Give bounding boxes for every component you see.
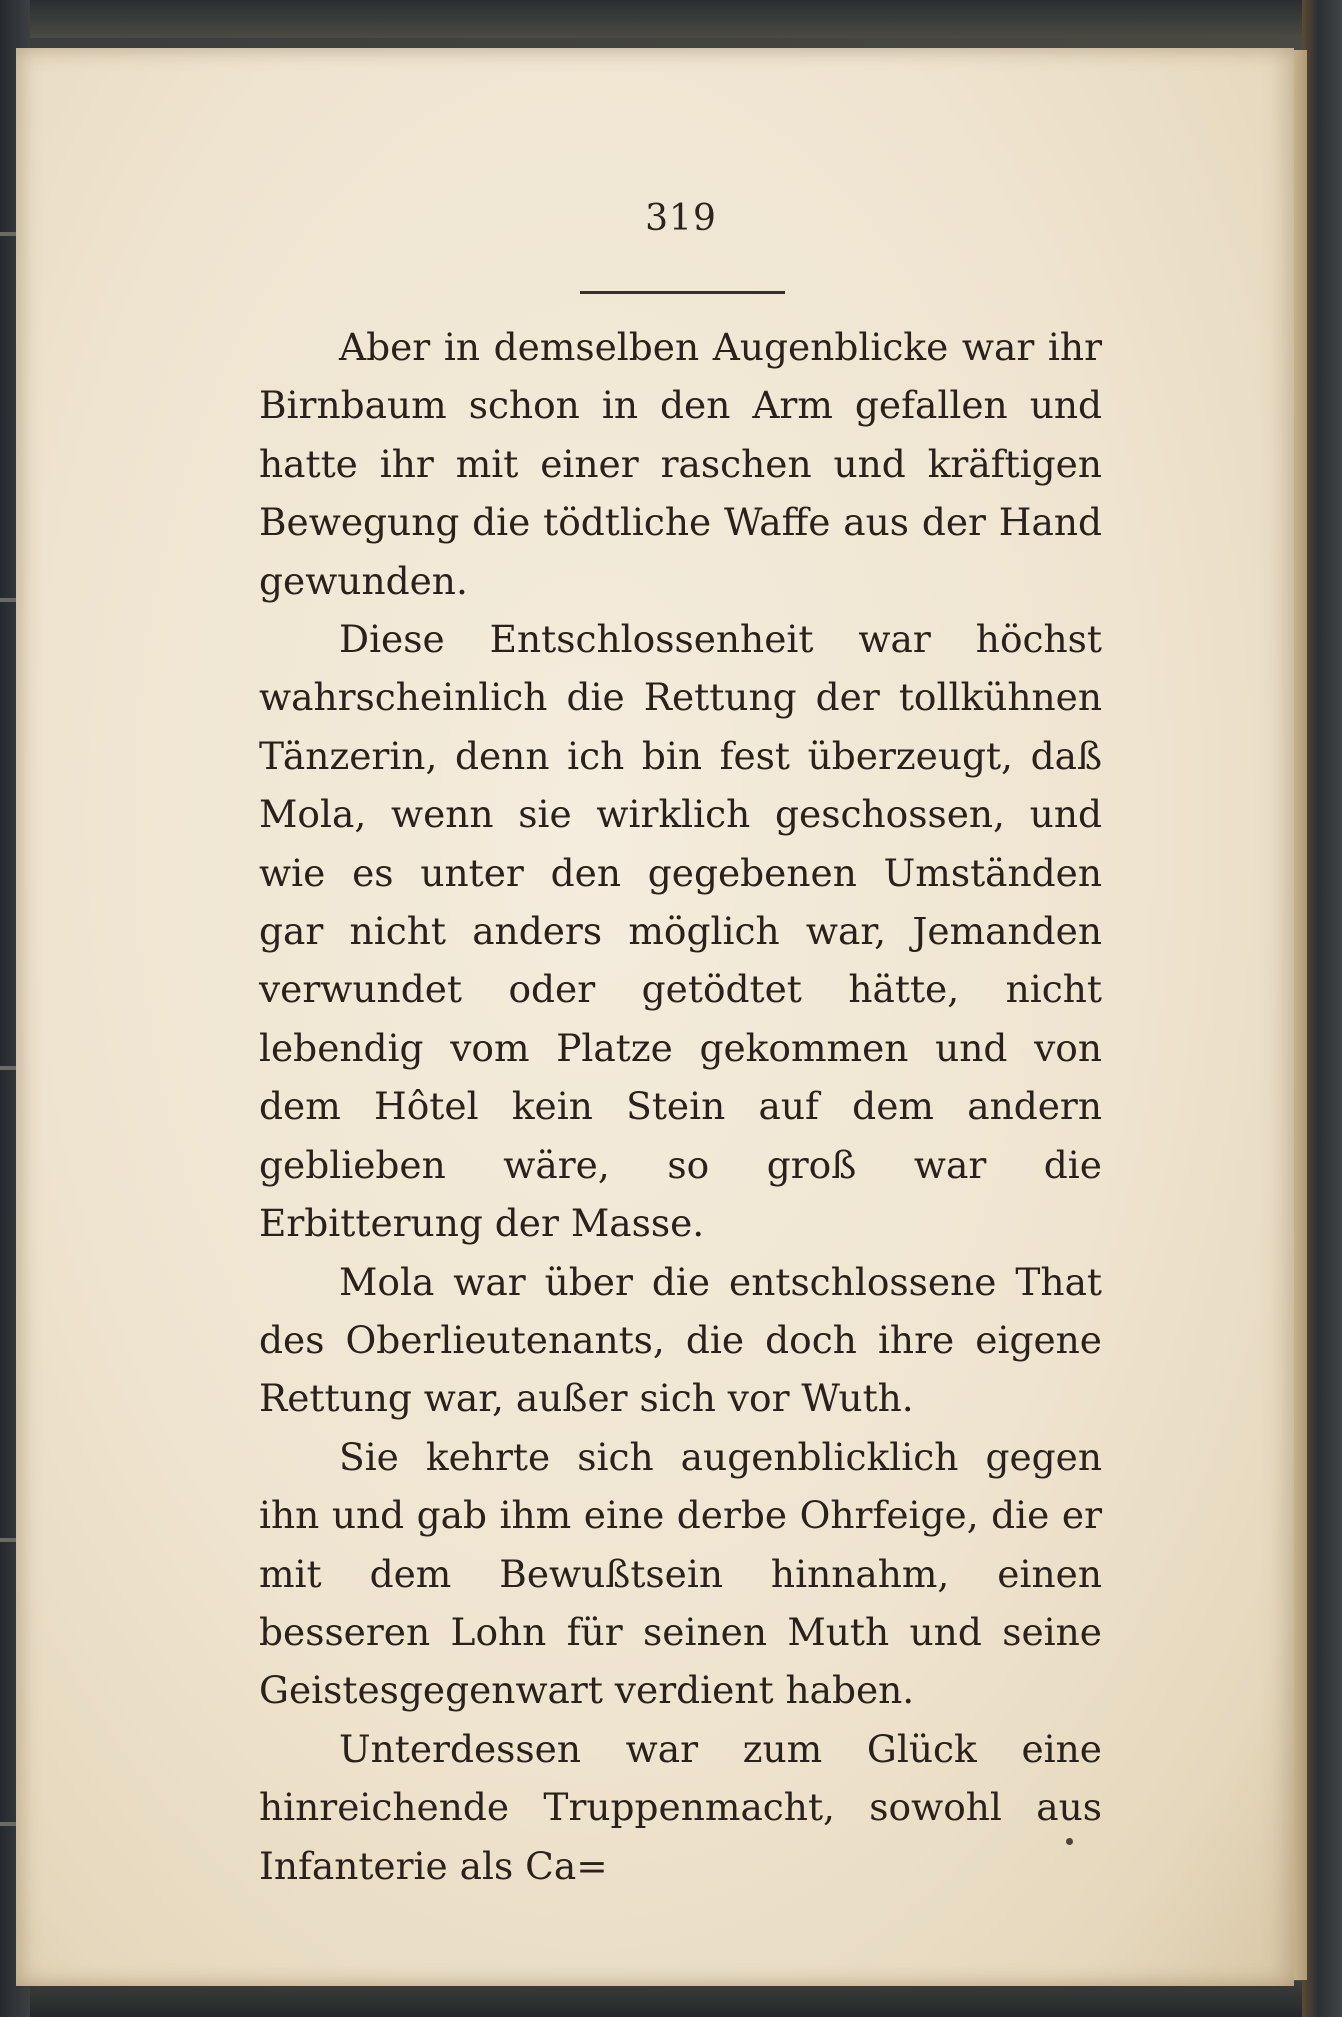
book-page — [16, 48, 1294, 1986]
cover-top-edge — [0, 0, 1342, 38]
page-body-text — [259, 318, 1102, 1895]
cover-right-edge — [1302, 0, 1342, 2017]
paragraph: Mola war über die entschlossene That des Oberlieutenants, die doch ihre eigene Rettung war, außer sich vor Wuth. — [259, 1259, 1102, 1421]
paper-speck — [1066, 1838, 1073, 1845]
header-rule — [580, 291, 785, 294]
paragraph: Diese Entschlossenheit war höchst wahrscheinlich die Rettung der tollkühnen Tänzerin, denn ich bin fest überzeugt, daß Mola, wenn sie wirklich geschossen, und wie es unter den gegebenen Umständen gar nicht anders möglich war, Jemanden verwundet oder getödtet hätte, nicht lebendig vom Platze gekommen und von dem Hôtel kein Stein auf dem andern geblieben wäre, so groß war die Erbitterung der Masse. — [259, 617, 1102, 1246]
page-number: 319 — [645, 198, 717, 239]
cover-bottom-edge — [0, 1981, 1342, 2017]
paragraph: Unterdessen war zum Glück eine hinreichende Truppenmacht, sowohl aus Infanterie als Ca= — [259, 1726, 1102, 1888]
paragraph: Sie kehrte sich augenblicklich gegen ihn und gab ihm eine derbe Ohrfeige, die er mit dem Bewußtsein hinnahm, einen besseren Lohn für seinen Muth und seine Geistesgegenwart verdient haben. — [259, 1434, 1102, 1713]
paragraph: Aber in demselben Augenblicke war ihr Birnbaum schon in den Arm gefallen und hatte ihr mit einer raschen und kräftigen Bewegung die tödtliche Waffe aus der Hand gewunden. — [259, 325, 1102, 603]
